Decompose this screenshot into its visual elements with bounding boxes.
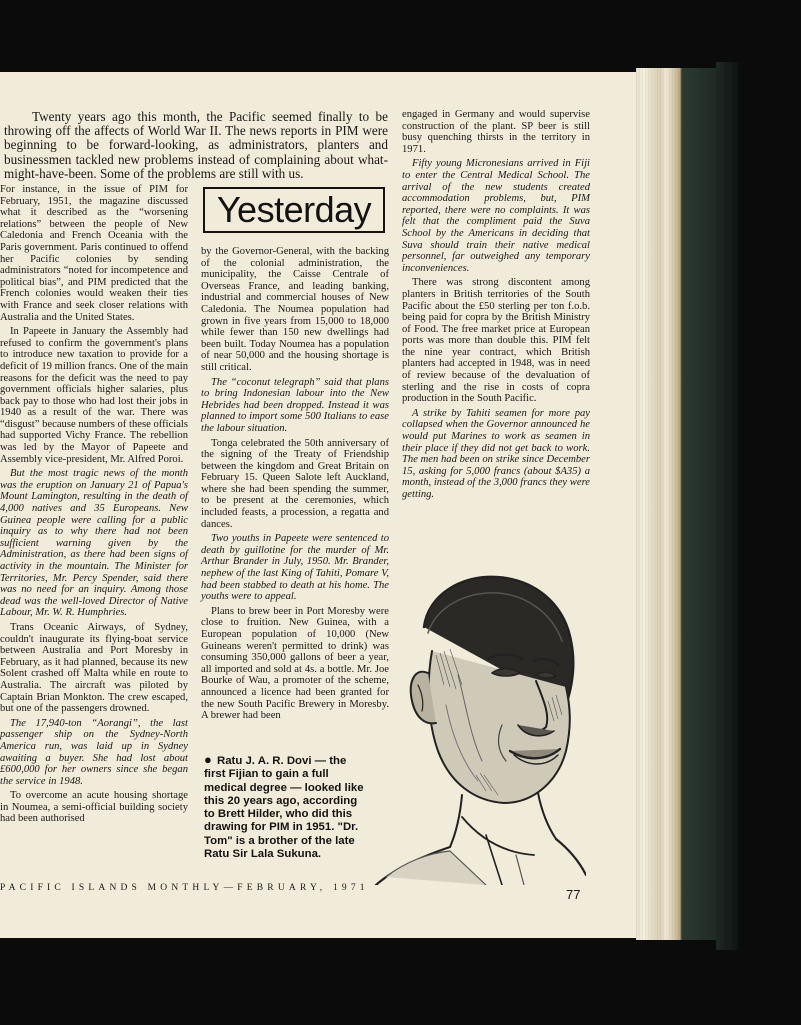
caption-bullet: ● [204,752,212,767]
intro-text: Twenty years ago this month, the Pacific seemed finally to be throwing off the affects of World War II. The news reports in PIM were beginning to be forward-looking, as administrators, planters and businessmen tackled new problems instead of complaining about what-might-have-been. Some of the problems are still with us. [4,109,388,181]
column-3-paragraph: A strike by Tahiti seamen for more pay collapsed when the Governor announced he would put Marines to work as seamen in their place if they did not get back to work. The men had been on strike since December 15, asking for 5,000 francs (about $A35) a month, instead of the 3,000 francs they were getting. [402,407,590,500]
photo-caption [204,753,364,861]
column-2-paragraph: Tonga celebrated the 50th anniversary of the signing of the Treaty of Friendship between the kingdom and Great Britain on February 15. Queen Salote left Auckland, where she had been spending the summer, to be present at the ceremonies, which included feasts, a procession, a regatta and dances. [201,437,389,530]
column-1-paragraph: In Papeete in January the Assembly had refused to confirm the government's plans to introduce new taxation to provide for a deficit of 19 million francs. One of the main reasons for the deficit was the need to pay government officials higher salaries, plus back pay to those who had lost their jobs in 1940 as a result of the war. There was “disgust” because numbers of these officials had supported Vichy France. The rebellion was led by the Mayor of Papeete and Assembly vice-president, Mr. Alfred Poroi. [0,326,188,465]
column-1 [0,184,188,828]
column-2-paragraph: Plans to brew beer in Port Moresby were close to fruition. New Guinea, with a European population of 10,000 (New Guineans weren't permitted to drink) was consuming 350,000 gallons of beer a year, all imported and sold at 4s. a bottle. Mr. Joe Bourke of Wau, a promoter of the scheme, announced a licence had been granted for the new South Pacific Brewery in Moresby. A brewer had been [201,605,389,722]
book-cover-spine [716,62,738,950]
portrait-drawing [366,555,586,885]
column-1-paragraph: The 17,940-ton “Aorangi”, the last passenger ship on the Sydney-North America run, was laid up in Sydney awaiting a buyer. She had lost about £600,000 for her owners since she began the service in 1948. [0,717,188,787]
column-3-paragraph: engaged in Germany and would supervise construction of the plant. SP beer is still busy quenching thirsts in the territory in 1971. [402,109,590,155]
column-1-paragraph: For instance, in the issue of PIM for February, 1951, the magazine discussed what it described as the “worsening relations” between the people of New Caledonia and French Oceania with the Paris government. Paris continued to offend her Pacific colonies by sending administrators “noted for incompetence and political bias”, and PIM predicted that the French colonies would weaken their ties with France and seek closer relations with Australia and the United States. [0,184,188,323]
column-1-paragraph: Trans Oceanic Airways, of Sydney, couldn't inaugurate its flying-boat service between Australia and Port Moresby in February, as it had planned, because its new Solent crashed off Malta while en route to Australia. The aircraft was piloted by Captain Brian Monkton. The crew escaped, but one of the passengers drowned. [0,621,188,715]
column-1-paragraph: To overcome an acute housing shortage in Noumea, a semi-official building society had been authorised [0,790,188,825]
magazine-page [0,72,636,938]
column-2-paragraph: Two youths in Papeete were sentenced to death by guillotine for the murder of Mr. Arthur Brander in July, 1950. Mr. Brander, nephew of the last King of Tahiti, Pomare V, had been stabbed to death at his home. The youths were to appeal. [201,533,389,603]
headline-box [203,187,385,233]
column-1-paragraph: But the most tragic news of the month was the eruption on January 21 of Papua's Mount Lamington, resulting in the death of 4,000 natives and 35 Europeans. New Guinea people were calling for a public inquiry as to why there had not been sufficient warning given by the Administration, as there had been signs of activity in the mountain. The Minister for Territories, Mr. Percy Spender, said there was no need for an inquiry. Among those dead was the well-loved Director of Native Labour, Mr. W. R. Humphries. [0,468,188,619]
column-2-paragraph: The “coconut telegraph” said that plans to bring Indonesian labour into the New Hebrides had been dropped. Instead it was planned to import some 500 Italians to ease the labour situation. [201,376,389,434]
intro-paragraph [4,110,388,181]
column-2-paragraph: by the Governor-General, with the backing of the colonial administration, the municipality, the Caisse Centrale of Overseas France, and leading banking, industrial and commercial houses of New Caledonia. The Noumea population had grown in five years from 15,000 to 18,000 while fewer than 150 new dwellings had been built. Today Noumea has a population of near 50,000 and the housing shortage is still critical. [201,246,389,373]
column-2 [201,246,389,725]
column-3-paragraph: Fifty young Micronesians arrived in Fiji to enter the Central Medical School. The arrival of the new students created accommodation problems, but, PIM reported, there were no complaints. It was felt that the compliment paid the Suva School by the Americans in deciding that Suva should train their native medical personnel, far outweighed any temporary inconveniences. [402,158,590,274]
headline: Yesterday [216,189,372,230]
page-number: 77 [566,887,581,902]
column-3 [402,109,590,504]
column-3-paragraph: There was strong discontent among planters in British territories of the South Pacific about the £50 sterling per ton f.o.b. being paid for copra by the British Ministry of Food. The free market price at European ports was more than double this. PIM felt the nine year contract, which British planters had accepted in 1948, was in need of review because of the devaluation of sterling and the rise in costs of copra production in the South Pacific. [402,277,590,405]
running-footer: PACIFIC ISLANDS MONTHLY—FEBRUARY, 1971 [0,883,369,893]
page-edges [636,68,716,940]
caption-text: Ratu J. A. R. Dovi — the first Fijian to gain a full medical degree — looked like this 20 years ago, according to Brett Hilder, who did this drawing for PIM in 1951. "Dr. Tom" is a brother of the late Ratu Sir Lala Sukuna. [204,755,364,861]
